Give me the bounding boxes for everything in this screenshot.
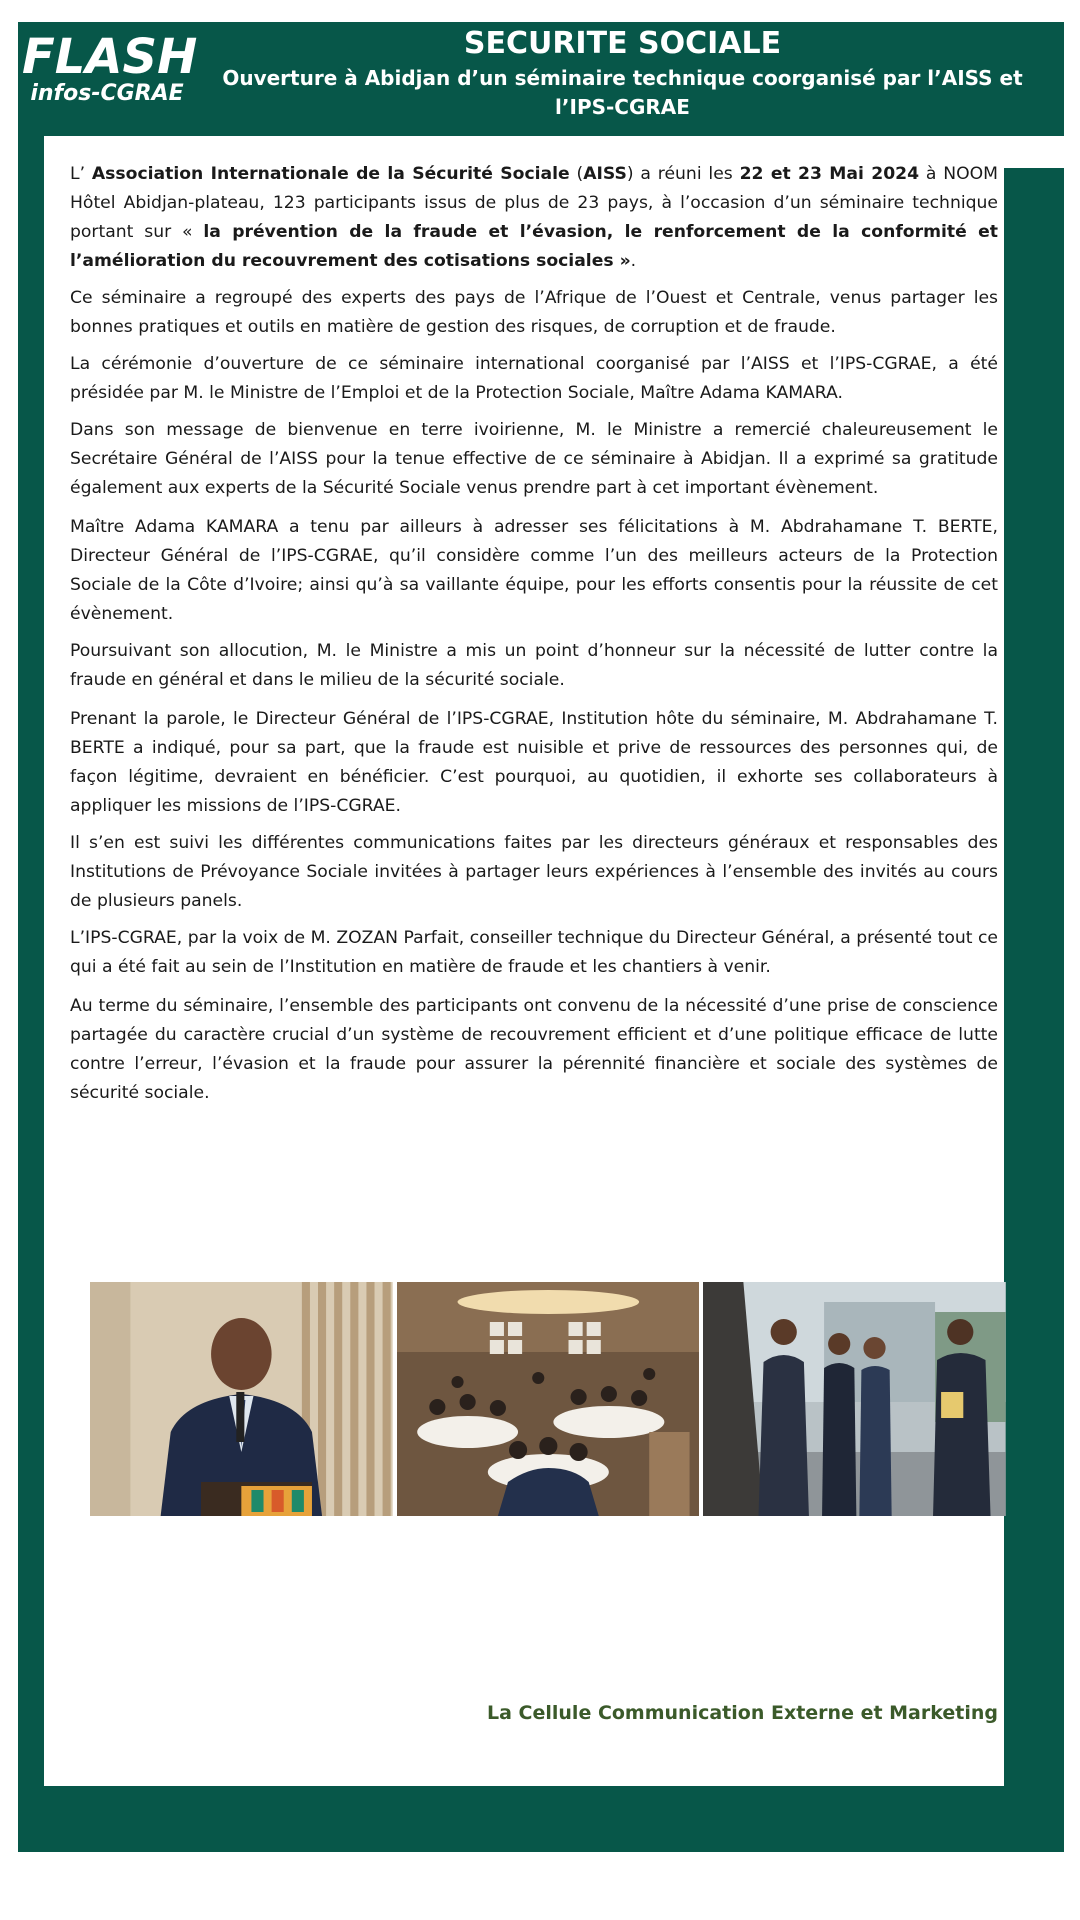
intro-text-2: (: [569, 164, 584, 184]
intro-text-3: ) a réuni les: [626, 164, 740, 184]
intro-text-4: à NOOM Hôtel Abidjan-plateau, 123 participants issus de plus de 23 pays, à l’occasion d’un séminaire technique portant sur «: [70, 164, 998, 242]
intro-org-name: Association Internationale de la Sécurité Sociale: [91, 164, 570, 184]
logo-line-flash: FLASH: [22, 29, 198, 85]
logo-line-infos: infos-CGRAE: [30, 81, 184, 106]
intro-text-5: .: [630, 251, 637, 271]
paragraph: Il s’en est suivi les différentes communications faites par les directeurs généraux et responsables des Institutions de Prévoyance Sociale invitées à partager leurs expériences à l’ensemble des invités au cours de plusieurs panels.: [70, 833, 998, 911]
photo-speaker-at-podium: [90, 1282, 393, 1516]
intro-date: 22 et 23 Mai 2024: [739, 164, 920, 184]
flash-infos-logo: [22, 29, 198, 106]
paragraph: La cérémonie d’ouverture de ce séminaire international coorganisé par l’AISS et l’IPS-CGRAE, a été présidée par M. le Ministre de l’Emploi et de la Protection Sociale, Maître Adama KAMARA.: [70, 354, 998, 403]
article-body: [70, 160, 998, 1116]
page-title: SECURITE SOCIALE: [463, 26, 782, 61]
signature: La Cellule Communication Externe et Marketing: [487, 1702, 998, 1724]
paragraph: Maître Adama KAMARA a tenu par ailleurs à adresser ses félicitations à M. Abdrahamane T. BERTE, Directeur Général de l’IPS-CGRAE, qu’il considère comme l’un des meilleurs acteurs de la Protection Sociale de la Côte d’Ivoire; ainsi qu’à sa vaillante équipe, pour les efforts consentis pour la réussite de cet évènement.: [70, 517, 998, 624]
header: [200, 24, 1045, 122]
intro-text-1: L’: [70, 164, 92, 184]
photo-seminar-audience: [397, 1282, 700, 1516]
photo-strip: [90, 1282, 1006, 1516]
intro-paragraph: [70, 160, 998, 276]
paragraph: L’IPS-CGRAE, par la voix de M. ZOZAN Parfait, conseiller technique du Directeur Général, a présenté tout ce qui a été fait au sein de l’Institution en matière de fraude et les chantiers à venir.: [70, 928, 998, 977]
intro-theme: la prévention de la fraude et l’évasion, le renforcement de la conformité et l’amélioration du recouvrement des cotisations sociales »: [70, 222, 998, 271]
intro-org-acronym: AISS: [583, 164, 627, 184]
paragraph: Dans son message de bienvenue en terre ivoirienne, M. le Ministre a remercié chaleureusement le Secrétaire Général de l’AISS pour la tenue effective de ce séminaire à Abidjan. Il a exprimé sa gratitude également aux experts de la Sécurité Sociale venus prendre part à cet important évènement.: [70, 420, 998, 498]
paragraph: Poursuivant son allocution, M. le Ministre a mis un point d’honneur sur la nécessité de lutter contre la fraude en général et dans le milieu de la sécurité sociale.: [70, 641, 998, 690]
paragraph: Au terme du séminaire, l’ensemble des participants ont convenu de la nécessité d’une prise de conscience partagée du caractère crucial d’un système de recouvrement efficient et d’une politique efficace de lutte contre l’erreur, l’évasion et la fraude pour assurer la pérennité financière et sociale des systèmes de sécurité sociale.: [70, 996, 998, 1103]
photo-officials-greeting: [703, 1282, 1006, 1516]
page-subtitle: Ouverture à Abidjan d’un séminaire technique coorganisé par l’AISS et l’IPS-CGRAE: [222, 66, 1023, 119]
paragraph: Ce séminaire a regroupé des experts des pays de l’Afrique de l’Ouest et Centrale, venus partager les bonnes pratiques et outils en matière de gestion des risques, de corruption et de fraude.: [70, 288, 998, 337]
paragraph: Prenant la parole, le Directeur Général de l’IPS-CGRAE, Institution hôte du séminaire, M. Abdrahamane T. BERTE a indiqué, pour sa part, que la fraude est nuisible et prive de ressources des personnes qui, de façon légitime, devraient en bénéficier. C’est pourquoi, au quotidien, il exhorte ses collaborateurs à appliquer les missions de l’IPS-CGRAE.: [70, 709, 998, 816]
